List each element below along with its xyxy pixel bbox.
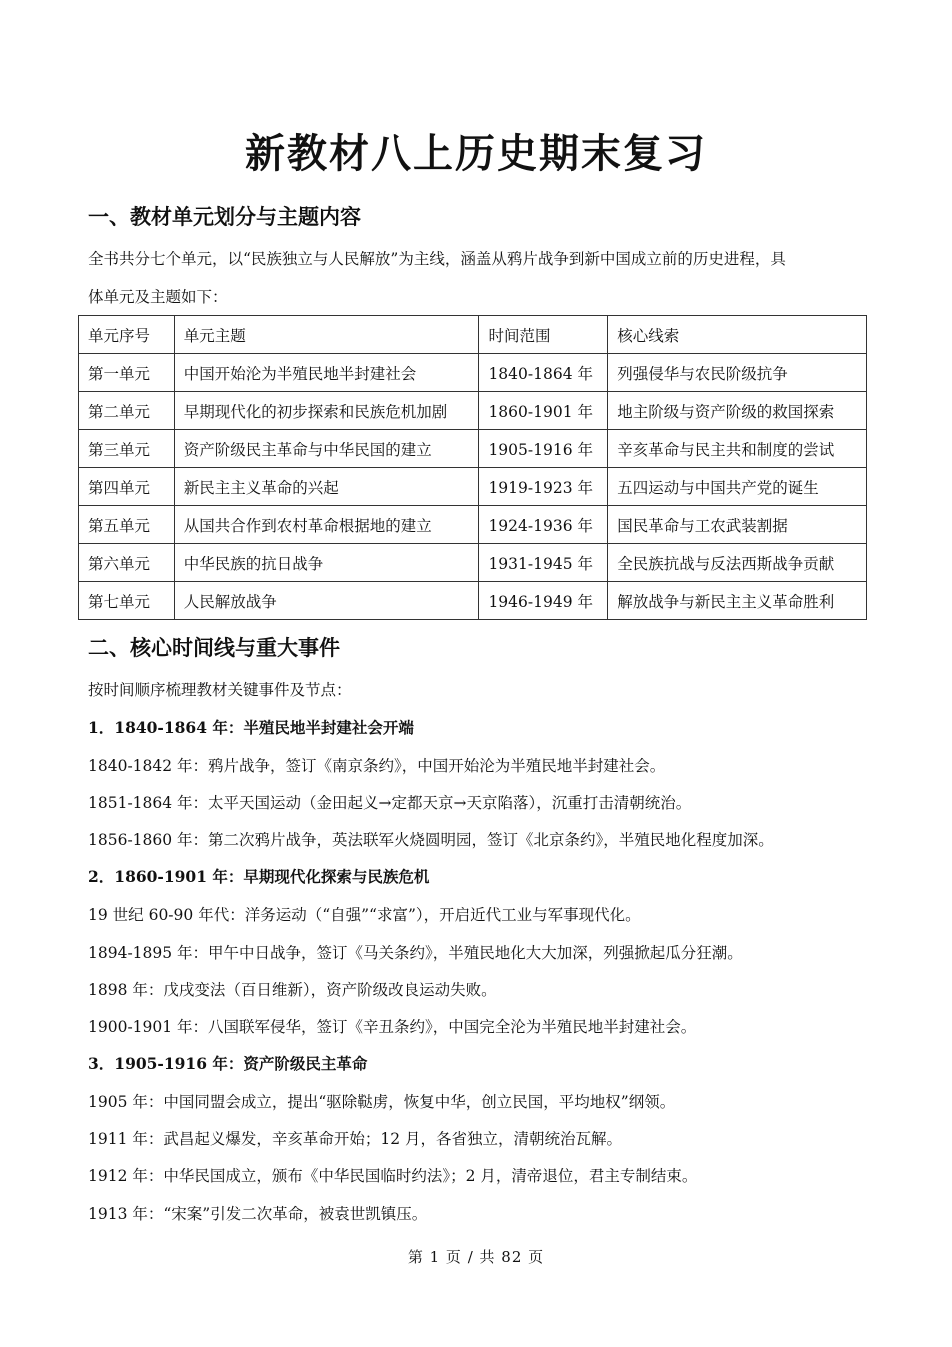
table-cell: 1924-1936 年 [479, 506, 608, 544]
section2-intro: 按时间顺序梳理教材关键事件及节点： [88, 681, 352, 699]
table-cell: 中华民族的抗日战争 [174, 544, 479, 582]
page-title: 新教材八上历史期末复习 [245, 130, 707, 177]
table-cell: 第七单元 [79, 582, 175, 620]
event-line: 1840-1842 年：鸦片战争，签订《南京条约》，中国开始沦为半殖民地半封建社会。 [88, 757, 666, 775]
table-cell: 人民解放战争 [174, 582, 479, 620]
table-row [79, 544, 867, 582]
subheading-1840-1864: 1．1840-1864 年：半殖民地半封建社会开端 [88, 718, 414, 737]
table-cell: 新民主主义革命的兴起 [174, 468, 479, 506]
table-row [79, 430, 867, 468]
table-cell: 第四单元 [79, 468, 175, 506]
table-cell: 五四运动与中国共产党的诞生 [608, 468, 867, 506]
event-line: 1856-1860 年：第二次鸦片战争，英法联军火烧圆明园，签订《北京条约》，半殖民地化程度加深。 [88, 831, 774, 849]
table-cell: 中国开始沦为半殖民地半封建社会 [174, 354, 479, 392]
table-cell: 第六单元 [79, 544, 175, 582]
event-line: 1913 年：“宋案”引发二次革命，被袁世凯镇压。 [88, 1205, 428, 1223]
section1-intro [88, 240, 868, 316]
table-row [79, 582, 867, 620]
table-header-cell: 单元主题 [174, 316, 479, 354]
event-line: 1851-1864 年：太平天国运动（金田起义→定都天京→天京陷落），沉重打击清朝统治。 [88, 794, 692, 812]
table-row [79, 392, 867, 430]
table-row [79, 354, 867, 392]
event-line: 19 世纪 60-90 年代：洋务运动（“自强”“求富”），开启近代工业与军事现代化。 [88, 906, 641, 924]
section-heading-timeline: 二、核心时间线与重大事件 [88, 636, 340, 660]
table-cell: 1840-1864 年 [479, 354, 608, 392]
table-cell: 解放战争与新民主主义革命胜利 [608, 582, 867, 620]
event-line: 1912 年：中华民国成立，颁布《中华民国临时约法》；2 月，清帝退位，君主专制结束。 [88, 1167, 698, 1185]
intro-line-1: 全书共分七个单元，以“民族独立与人民解放”为主线，涵盖从鸦片战争到新中国成立前的历史进程，具 [88, 250, 786, 268]
table-header-cell: 时间范围 [479, 316, 608, 354]
table-cell: 1931-1945 年 [479, 544, 608, 582]
table-cell: 第三单元 [79, 430, 175, 468]
table-cell: 列强侵华与农民阶级抗争 [608, 354, 867, 392]
table-header-cell: 核心线索 [608, 316, 867, 354]
units-table [78, 315, 867, 620]
table-cell: 国民革命与工农武装割据 [608, 506, 867, 544]
table-row [79, 506, 867, 544]
subheading-1905-1916: 3．1905-1916 年：资产阶级民主革命 [88, 1054, 368, 1073]
section-heading-units: 一、教材单元划分与主题内容 [88, 205, 361, 229]
table-cell: 1905-1916 年 [479, 430, 608, 468]
event-line: 1911 年：武昌起义爆发，辛亥革命开始；12 月，各省独立，清朝统治瓦解。 [88, 1130, 623, 1148]
table-cell: 资产阶级民主革命与中华民国的建立 [174, 430, 479, 468]
table-cell: 辛亥革命与民主共和制度的尝试 [608, 430, 867, 468]
table-cell: 第一单元 [79, 354, 175, 392]
table-cell: 早期现代化的初步探索和民族危机加剧 [174, 392, 479, 430]
subheading-1860-1901: 2．1860-1901 年：早期现代化探索与民族危机 [88, 867, 430, 886]
table-cell: 1919-1923 年 [479, 468, 608, 506]
table-row [79, 468, 867, 506]
page-number-footer: 第 1 页 / 共 82 页 [407, 1248, 545, 1266]
table-header-row [79, 316, 867, 354]
event-line: 1905 年：中国同盟会成立，提出“驱除鞑虏，恢复中华，创立民国，平均地权”纲领。 [88, 1093, 676, 1111]
intro-line-2: 体单元及主题如下： [88, 288, 228, 306]
event-line: 1898 年：戊戌变法（百日维新），资产阶级改良运动失败。 [88, 981, 497, 999]
table-cell: 第二单元 [79, 392, 175, 430]
table-cell: 1860-1901 年 [479, 392, 608, 430]
table-cell: 地主阶级与资产阶级的救国探索 [608, 392, 867, 430]
table-cell: 从国共合作到农村革命根据地的建立 [174, 506, 479, 544]
table-cell: 1946-1949 年 [479, 582, 608, 620]
event-line: 1894-1895 年：甲午中日战争，签订《马关条约》，半殖民地化大大加深，列强掀起瓜分狂潮。 [88, 944, 743, 962]
event-line: 1900-1901 年：八国联军侵华，签订《辛丑条约》，中国完全沦为半殖民地半封建社会。 [88, 1018, 697, 1036]
table-cell: 全民族抗战与反法西斯战争贡献 [608, 544, 867, 582]
table-cell: 第五单元 [79, 506, 175, 544]
table-header-cell: 单元序号 [79, 316, 175, 354]
